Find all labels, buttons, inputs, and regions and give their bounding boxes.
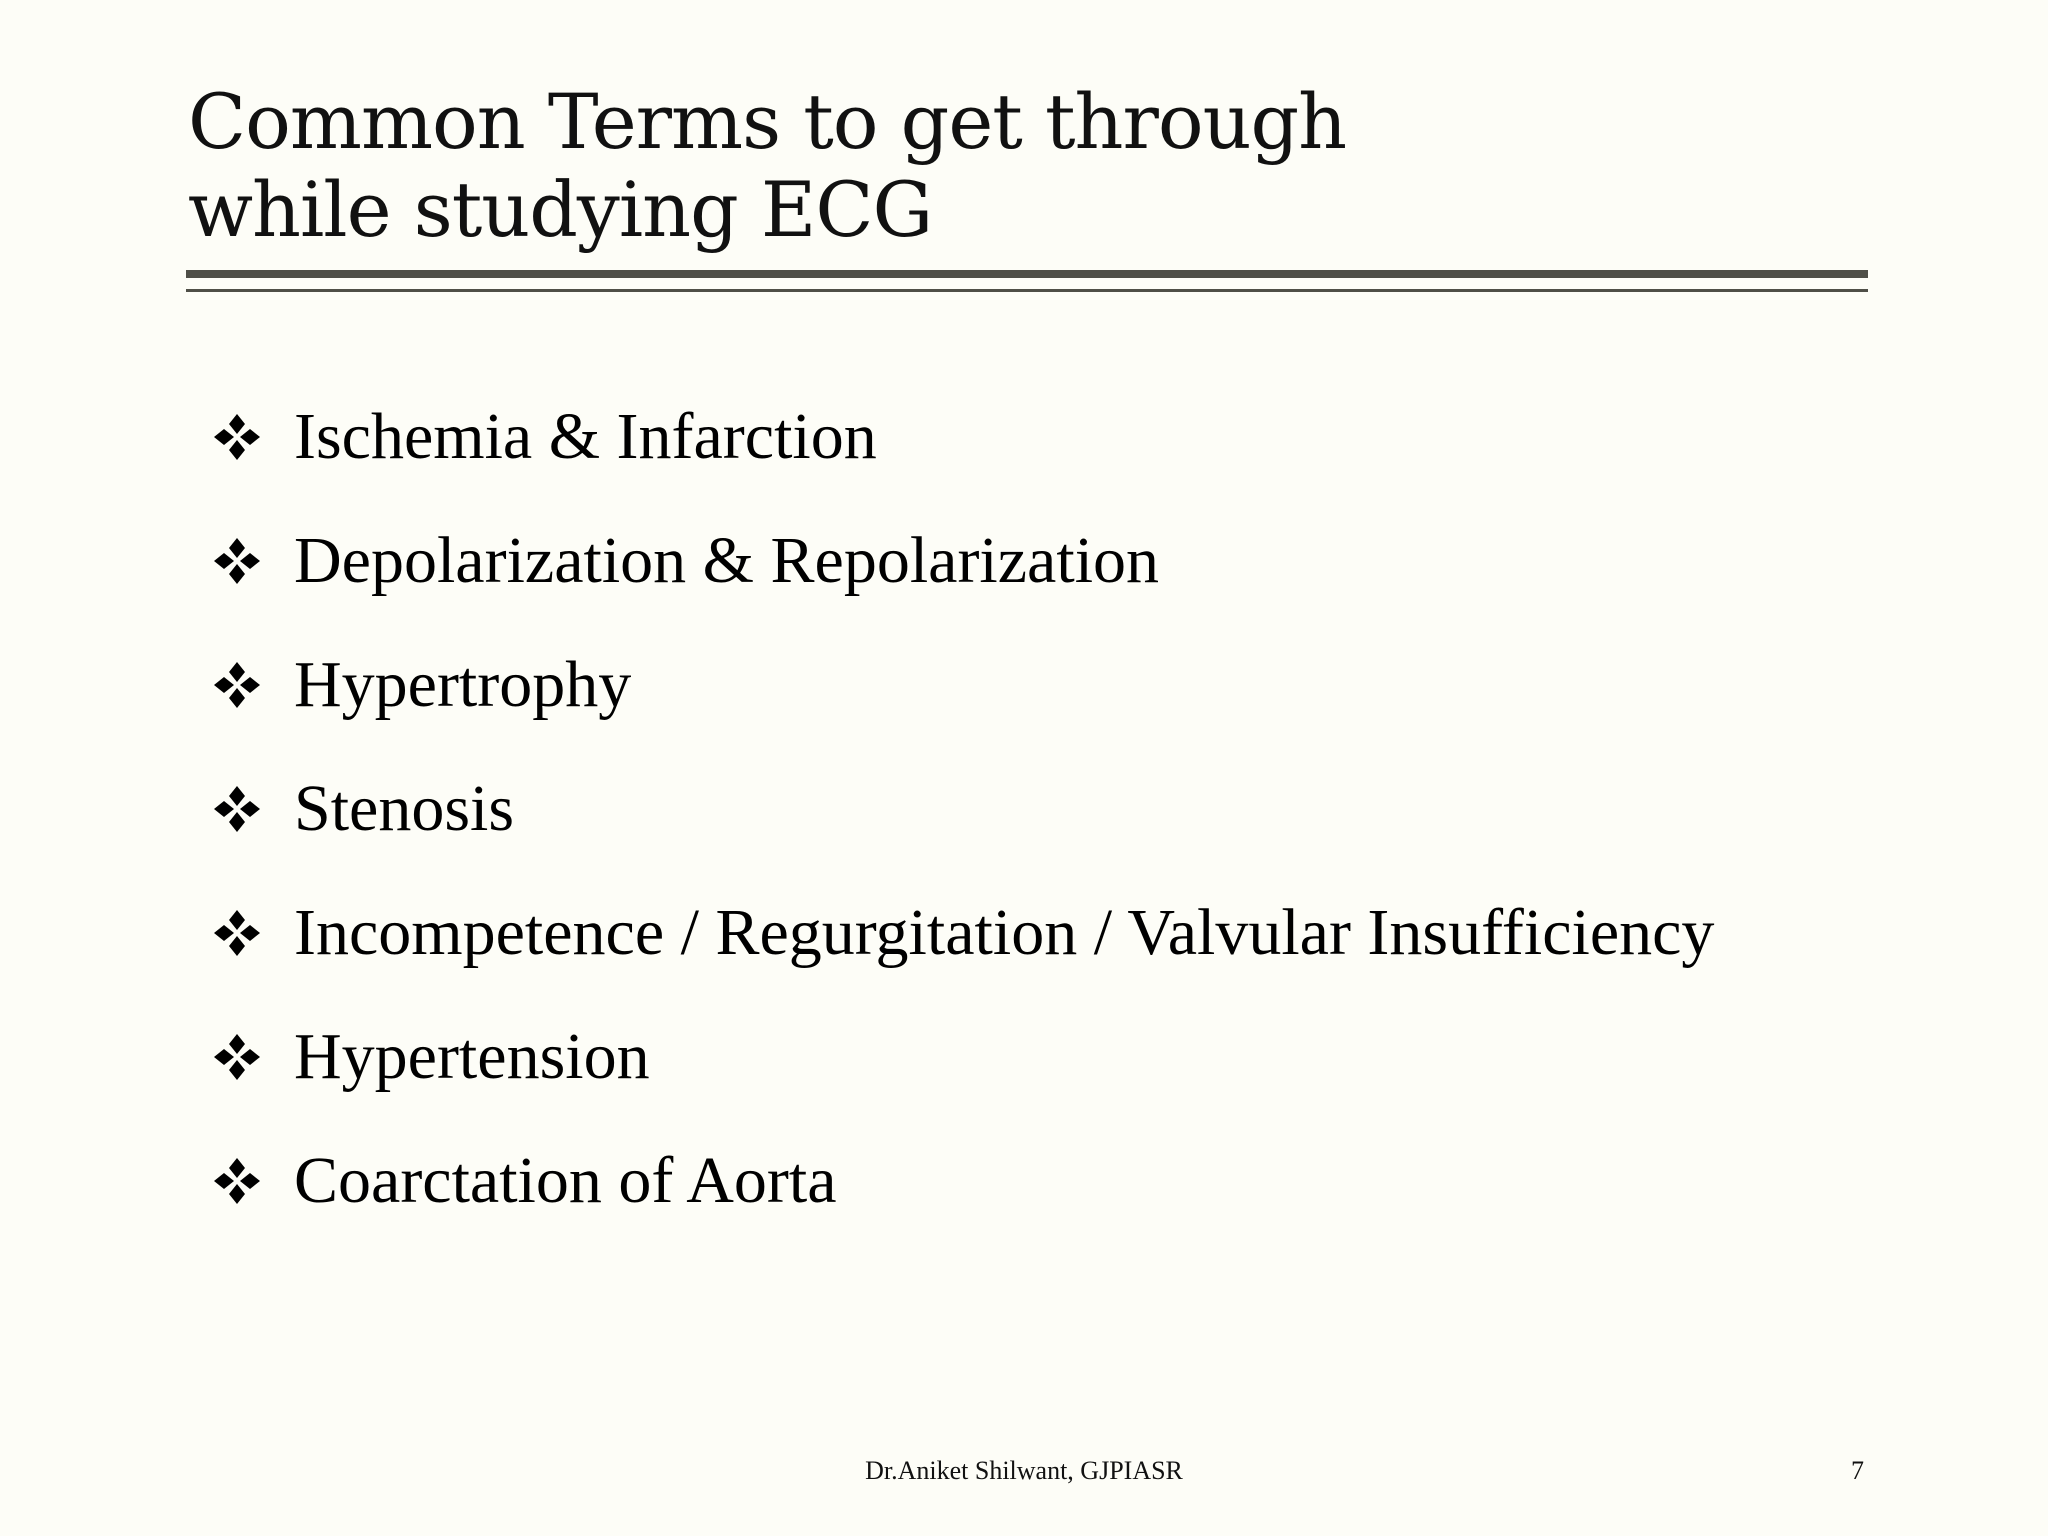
bullet-text: Ischemia & Infarction <box>294 400 877 473</box>
bullet-item <box>210 747 1850 871</box>
four-diamond-bullet-icon <box>210 906 264 960</box>
page-number: 7 <box>1851 1456 1864 1485</box>
bullet-text: Hypertension <box>294 1020 650 1093</box>
four-diamond-bullet-icon <box>210 410 264 464</box>
bullet-text: Depolarization & Repolarization <box>294 524 1160 597</box>
title-divider-thin <box>186 289 1868 292</box>
bullet-item <box>210 995 1850 1119</box>
four-diamond-bullet-icon <box>210 534 264 588</box>
bullet-text: Coarctation of Aorta <box>294 1144 837 1217</box>
bullet-text: Stenosis <box>294 772 515 845</box>
slide-title-line-1: Common Terms to get through <box>188 77 1347 166</box>
bullet-item <box>210 375 1850 499</box>
bullet-item <box>210 1119 1850 1243</box>
slide-title-line-2: while studying ECG <box>188 165 933 254</box>
bullet-item <box>210 499 1850 623</box>
bullet-text: Hypertrophy <box>294 648 632 721</box>
bullet-text: Incompetence / Regurgitation / Valvular Insufficiency <box>294 896 1715 969</box>
four-diamond-bullet-icon <box>210 658 264 712</box>
bullet-item <box>210 623 1850 747</box>
title-divider-thick <box>186 270 1868 278</box>
bullet-item <box>210 871 1850 995</box>
four-diamond-bullet-icon <box>210 1030 264 1084</box>
four-diamond-bullet-icon <box>210 1154 264 1208</box>
four-diamond-bullet-icon <box>210 782 264 836</box>
bullet-list <box>210 375 1850 1243</box>
slide-title <box>188 78 1868 254</box>
footer-author: Dr.Aniket Shilwant, GJPIASR <box>865 1456 1183 1485</box>
